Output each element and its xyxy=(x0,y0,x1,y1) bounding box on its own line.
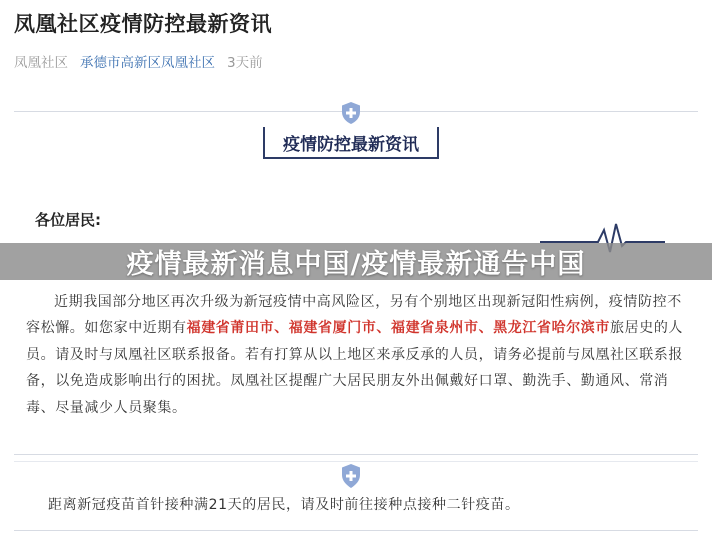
highlight-regions: 福建省莆田市、福建省厦门市、福建省泉州市、黑龙江省哈尔滨市 xyxy=(186,320,611,337)
notice-body xyxy=(26,289,686,421)
card-divider-3 xyxy=(14,461,698,462)
notice-heading: 疫情防控最新资讯 xyxy=(263,127,439,159)
shield-plus-icon xyxy=(340,101,362,125)
shield-plus-icon xyxy=(340,463,362,489)
page-title: 凤凰社区疫情防控最新资讯 xyxy=(14,12,272,36)
notice-body-part1: 近期我国部分地区再次升级为新冠疫情中高风险区，另有个别地区出现新冠阳性病例，疫情防控不容松懈。如您家中近期有 xyxy=(26,294,682,337)
notice-greeting: 各位居民: xyxy=(35,211,101,229)
vaccine-reminder: 距离新冠疫苗首针接种满21天的居民，请及时前往接种点接种二针疫苗。 xyxy=(48,497,520,513)
card-bottom-divider xyxy=(14,530,698,531)
source-label: 凤凰社区 xyxy=(14,55,68,71)
location-link[interactable]: 承德市高新区凤凰社区 xyxy=(80,55,215,71)
post-time: 3天前 xyxy=(227,55,263,71)
card-divider-2 xyxy=(14,454,698,455)
notice-body-part2: 旅居史的人员。请及时与凤凰社区联系报备。若有打算从以上地区来承反承的人员，请务必提前与凤凰社区联系报备，以免造成影响出行的困扰。凤凰社区提醒广大居民朋友外出佩戴好口罩、勤洗手、勤通风、常消毒、尽量减少人员聚集。 xyxy=(26,320,684,416)
overlay-headline: 疫情最新消息中国/疫情最新通告中国 xyxy=(126,249,586,280)
article-meta xyxy=(14,51,263,71)
overlay-banner xyxy=(0,243,712,280)
